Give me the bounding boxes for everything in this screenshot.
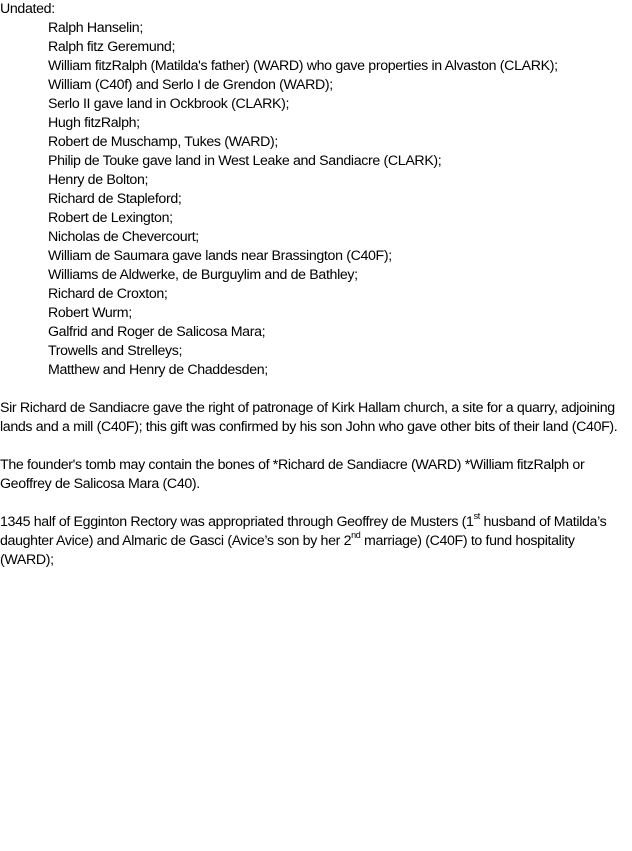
list-item: Ralph Hanselin; [48, 20, 143, 36]
list-item: Robert Wurm; [48, 305, 132, 321]
paragraph-text: marriage) (C40F) to fund hospitality (WARD); [0, 533, 575, 568]
paragraph-egginton-rectory [0, 513, 628, 570]
section-heading: Undated: [0, 1, 55, 17]
list-item: Williams de Aldwerke, de Burguylim and de Bathley; [48, 267, 358, 283]
list-item: Matthew and Henry de Chaddesden; [48, 362, 268, 378]
list-item: Robert de Lexington; [48, 210, 173, 226]
list-item: Richard de Croxton; [48, 286, 168, 302]
paragraph-patronage: Sir Richard de Sandiacre gave the right of patronage of Kirk Hallam church, a site for a quarry, adjoining lands and a mill (C40F); this gift was confirmed by his son John who gave other bits of their land (C40F). [0, 400, 618, 435]
spacer [0, 494, 628, 513]
list-item: Richard de Stapleford; [48, 191, 182, 207]
list-item: Trowells and Strelleys; [48, 343, 183, 359]
paragraph-text: husband of Matilda’s daughter Avice) and Almaric de Gasci (Avice’s son by her 2 [0, 514, 607, 549]
list-item: Hugh fitzRalph; [48, 115, 140, 131]
list-item: Robert de Muschamp, Tukes (WARD); [48, 134, 278, 150]
list-item: William (C40f) and Serlo I de Grendon (WARD); [48, 77, 333, 93]
list-item: William fitzRalph (Matilda's father) (WARD) who gave properties in Alvaston (CLARK); [48, 58, 558, 74]
ordinal-suffix: st [473, 511, 480, 522]
spacer [0, 380, 628, 399]
list-item: William de Saumara gave lands near Brassington (C40F); [48, 248, 392, 264]
list-item: Galfrid and Roger de Salicosa Mara; [48, 324, 266, 340]
benefactor-list [0, 19, 628, 380]
list-item: Philip de Touke gave land in West Leake and Sandiacre (CLARK); [48, 153, 442, 169]
list-item: Henry de Bolton; [48, 172, 149, 188]
spacer [0, 437, 628, 456]
list-item: Nicholas de Chevercourt; [48, 229, 199, 245]
list-item: Ralph fitz Geremund; [48, 39, 176, 55]
ordinal-suffix: nd [351, 530, 361, 541]
paragraph-founders-tomb: The founder's tomb may contain the bones of *Richard de Sandiacre (WARD) *William fitzRalph or Geoffrey de Salicosa Mara (C40). [0, 457, 585, 492]
paragraph-text: 1345 half of Egginton Rectory was appropriated through Geoffrey de Musters (1 [0, 514, 474, 530]
list-item: Serlo II gave land in Ockbrook (CLARK); [48, 96, 290, 112]
